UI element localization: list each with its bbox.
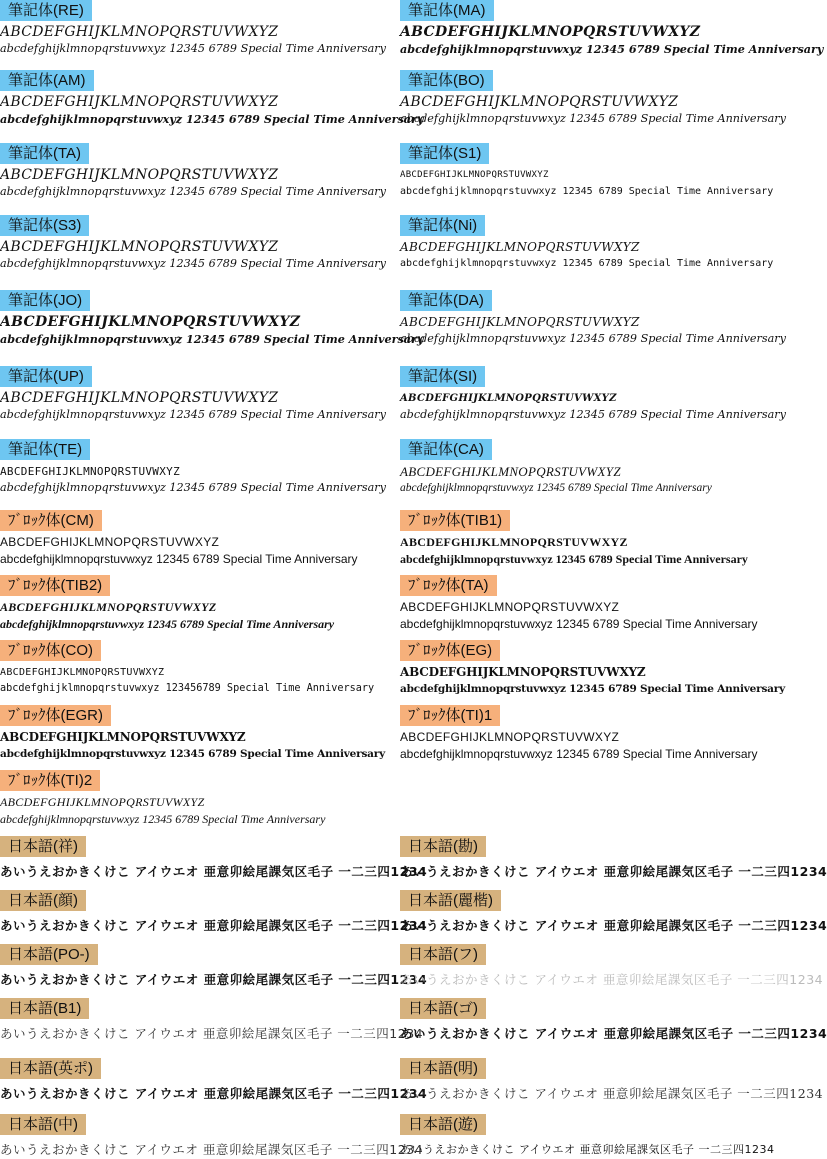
font-sample-am [0,70,424,127]
font-label: ﾌﾞﾛｯｸ体(TI)2 [0,770,100,791]
uppercase-sample: ABCDEFGHIJKLMNOPQRSTUVWXYZ [0,167,279,183]
font-label: 筆記体(TE) [0,439,90,460]
font-label: ﾌﾞﾛｯｸ体(TIB1) [400,510,510,531]
uppercase-sample: ABCDEFGHIJKLMNOPQRSTUVWXYZ [0,730,246,744]
japanese-sample-b1 [0,998,424,1043]
japanese-sample-text: あいうえおかきくけこ アイウエオ 亜意卯絵尾課気区毛子 一二三四1234 [400,1086,824,1101]
japanese-sample-po [0,944,428,989]
font-sample-tib2 [0,575,382,632]
font-sample-ta-block [400,575,782,632]
font-label: 筆記体(TA) [0,143,89,164]
font-label: 日本語(中) [0,1114,86,1135]
font-sample-ti2 [0,770,382,827]
font-sample-jo [0,290,424,347]
uppercase-sample: ABCDEFGHIJKLMNOPQRSTUVWXYZ [400,730,620,744]
japanese-sample-text: あいうえおかきくけこ アイウエオ 亜意卯絵尾課気区毛子 一二三四1234 [400,1143,775,1156]
lowercase-sample: abcdefghijklmnopqrstuvwxyz 12345 6789 Special Time Anniversary [400,683,785,695]
font-sample-da [400,290,786,347]
lowercase-sample: abcdefghijklmnopqrstuvwxyz 12345 6789 Special Time Anniversary [0,332,424,346]
font-label: 日本語(英ポ) [0,1058,101,1079]
font-sample-cm [0,510,382,567]
font-label: 筆記体(SI) [400,366,485,387]
japanese-sample-text: あいうえおかきくけこ アイウエオ 亜意卯絵尾課気区毛子 一二三四1234 [0,1142,424,1157]
uppercase-sample: ABCDEFGHIJKLMNOPQRSTUVWXYZ [400,665,646,679]
japanese-sample-text: あいうえおかきくけこ アイウエオ 亜意卯絵尾課気区毛子 一二三四1234 [400,918,827,933]
japanese-sample-text: あいうえおかきくけこ アイウエオ 亜意卯絵尾課気区毛子 一二三四1234 [0,918,428,933]
font-label: 筆記体(RE) [0,0,92,21]
font-label: 筆記体(AM) [0,70,94,91]
font-sample-s3 [0,215,386,272]
uppercase-sample: ABCDEFGHIJKLMNOPQRSTUVWXYZ [400,315,640,329]
lowercase-sample: abcdefghijklmnopqrstuvwxyz 123456789 Special Time Anniversary [0,683,375,694]
font-sample-tib1 [400,510,782,567]
japanese-sample-text: あいうえおかきくけこ アイウエオ 亜意卯絵尾課気区毛子 一二三四1234 [0,1026,424,1041]
lowercase-sample: abcdefghijklmnopqrstuvwxyz 12345 6789 Special Time Anniversary [400,552,748,566]
lowercase-sample: abcdefghijklmnopqrstuvwxyz 12345 6789 Special Time Anniversary [0,185,386,198]
uppercase-sample: ABCDEFGHIJKLMNOPQRSTUVWXYZ [400,170,549,180]
japanese-sample-eipo [0,1058,428,1103]
font-label: 日本語(顔) [0,890,86,911]
font-label: ﾌﾞﾛｯｸ体(CO) [0,640,101,661]
japanese-sample-kan [400,836,827,881]
font-label: ﾌﾞﾛｯｸ体(TA) [400,575,497,596]
font-sample-ca [400,439,782,496]
font-sample-up [0,366,386,423]
font-label: 日本語(PO-) [0,944,98,965]
uppercase-sample: ABCDEFGHIJKLMNOPQRSTUVWXYZ [0,94,279,110]
uppercase-sample: ABCDEFGHIJKLMNOPQRSTUVWXYZ [400,94,679,110]
lowercase-sample: abcdefghijklmnopqrstuvwxyz 12345 6789 Special Time Anniversary [0,481,386,494]
uppercase-sample: ABCDEFGHIJKLMNOPQRSTUVWXYZ [0,535,220,549]
font-label: 日本語(B1) [0,998,89,1019]
font-label: 筆記体(S1) [400,143,489,164]
font-sample-si [400,366,786,423]
japanese-sample-kao [0,890,428,935]
font-sample-bo [400,70,786,127]
font-label: 日本語(麗楷) [400,890,501,911]
font-sample-eg [400,640,785,697]
japanese-sample-yu [400,1114,782,1159]
japanese-sample-reikai [400,890,827,935]
font-label: 筆記体(DA) [400,290,492,311]
japanese-sample-sho [0,836,428,881]
uppercase-sample: ABCDEFGHIJKLMNOPQRSTUVWXYZ [400,535,628,549]
font-label: 筆記体(CA) [400,439,492,460]
lowercase-sample: abcdefghijklmnopqrstuvwxyz 12345 6789 Special Time Anniversary [0,112,424,126]
japanese-sample-go [400,998,827,1043]
japanese-sample-text: あいうえおかきくけこ アイウエオ 亜意卯絵尾課気区毛子 一二三四1234 [0,972,428,987]
lowercase-sample: abcdefghijklmnopqrstuvwxyz 12345 6789 Special Time Anniversary [400,112,786,125]
lowercase-sample: abcdefghijklmnopqrstuvwxyz 12345 6789 Special Time Anniversary [400,332,786,345]
lowercase-sample: abcdefghijklmnopqrstuvwxyz 12345 6789 Special Time Anniversary [400,186,774,197]
uppercase-sample: ABCDEFGHIJKLMNOPQRSTUVWXYZ [0,795,205,809]
lowercase-sample: abcdefghijklmnopqrstuvwxyz 12345 6789 Special Time Anniversary [0,408,386,421]
font-label: 筆記体(MA) [400,0,494,21]
font-label: ﾌﾞﾛｯｸ体(CM) [0,510,102,531]
lowercase-sample: abcdefghijklmnopqrstuvwxyz 12345 6789 Special Time Anniversary [0,42,386,55]
font-sample-ni [400,215,782,272]
font-sample-te [0,439,386,496]
japanese-sample-fu [400,944,824,989]
font-label: ﾌﾞﾛｯｸ体(TIB2) [0,575,110,596]
font-label: 日本語(ゴ) [400,998,486,1019]
font-sample-ti1 [400,705,782,762]
lowercase-sample: abcdefghijklmnopqrstuvwxyz 12345 6789 Special Time Anniversary [400,617,758,631]
uppercase-sample: ABCDEFGHIJKLMNOPQRSTUVWXYZ [400,464,621,479]
uppercase-sample: ABCDEFGHIJKLMNOPQRSTUVWXYZ [0,390,279,406]
lowercase-sample: abcdefghijklmnopqrstuvwxyz 12345 6789 Special Time Anniversary [0,257,386,270]
japanese-sample-text: あいうえおかきくけこ アイウエオ 亜意卯絵尾課気区毛子 一二三四1234 [400,972,824,987]
font-label: 筆記体(JO) [0,290,90,311]
uppercase-sample: ABCDEFGHIJKLMNOPQRSTUVWXYZ [0,600,217,614]
lowercase-sample: abcdefghijklmnopqrstuvwxyz 12345 6789 Special Time Anniversary [0,552,358,566]
font-label: 筆記体(UP) [0,366,92,387]
font-label: 筆記体(S3) [0,215,89,236]
font-label: 日本語(フ) [400,944,486,965]
font-label: 日本語(明) [400,1058,486,1079]
uppercase-sample: ABCDEFGHIJKLMNOPQRSTUVWXYZ [0,24,279,40]
font-sample-egr [0,705,385,762]
uppercase-sample: ABCDEFGHIJKLMNOPQRSTUVWXYZ [400,600,620,614]
lowercase-sample: abcdefghijklmnopqrstuvwxyz 12345 6789 Special Time Anniversary [0,812,326,826]
lowercase-sample: abcdefghijklmnopqrstuvwxyz 12345 6789 Special Time Anniversary [400,408,786,421]
font-label: 日本語(祥) [0,836,86,857]
font-label: 筆記体(Ni) [400,215,485,236]
font-label: 日本語(勘) [400,836,486,857]
font-label: ﾌﾞﾛｯｸ体(EGR) [0,705,111,726]
japanese-sample-chu [0,1114,424,1159]
japanese-sample-min [400,1058,824,1103]
font-sample-ta [0,143,386,200]
font-sample-co [0,640,382,697]
lowercase-sample: abcdefghijklmnopqrstuvwxyz 12345 6789 Special Time Anniversary [400,42,824,56]
lowercase-sample: abcdefghijklmnopqrstuvwxyz 12345 6789 Special Time Anniversary [400,482,712,494]
lowercase-sample: abcdefghijklmnopqrstuvwxyz 12345 6789 Special Time Anniversary [0,748,385,760]
uppercase-sample: ABCDEFGHIJKLMNOPQRSTUVWXYZ [0,465,180,478]
uppercase-sample: ABCDEFGHIJKLMNOPQRSTUVWXYZ [400,393,617,404]
uppercase-sample: ABCDEFGHIJKLMNOPQRSTUVWXYZ [0,239,279,255]
font-label: ﾌﾞﾛｯｸ体(EG) [400,640,500,661]
lowercase-sample: abcdefghijklmnopqrstuvwxyz 12345 6789 Special Time Anniversary [400,258,774,269]
font-sample-re [0,0,386,57]
font-sample-ma [400,0,824,57]
uppercase-sample: ABCDEFGHIJKLMNOPQRSTUVWXYZ [400,240,640,254]
font-label: 日本語(遊) [400,1114,486,1135]
uppercase-sample: ABCDEFGHIJKLMNOPQRSTUVWXYZ [0,314,301,330]
uppercase-sample: ABCDEFGHIJKLMNOPQRSTUVWXYZ [0,667,165,678]
font-sample-s1 [400,143,782,200]
lowercase-sample: abcdefghijklmnopqrstuvwxyz 12345 6789 Special Time Anniversary [0,617,335,631]
japanese-sample-text: あいうえおかきくけこ アイウエオ 亜意卯絵尾課気区毛子 一二三四1234 [0,864,428,879]
font-label: ﾌﾞﾛｯｸ体(TI)1 [400,705,500,726]
uppercase-sample: ABCDEFGHIJKLMNOPQRSTUVWXYZ [400,24,701,40]
lowercase-sample: abcdefghijklmnopqrstuvwxyz 12345 6789 Special Time Anniversary [400,747,758,761]
japanese-sample-text: あいうえおかきくけこ アイウエオ 亜意卯絵尾課気区毛子 一二三四1234 [400,864,827,879]
font-label: 筆記体(BO) [400,70,493,91]
japanese-sample-text: あいうえおかきくけこ アイウエオ 亜意卯絵尾課気区毛子 一二三四1234 [0,1086,428,1101]
japanese-sample-text: あいうえおかきくけこ アイウエオ 亜意卯絵尾課気区毛子 一二三四1234 [400,1026,827,1041]
